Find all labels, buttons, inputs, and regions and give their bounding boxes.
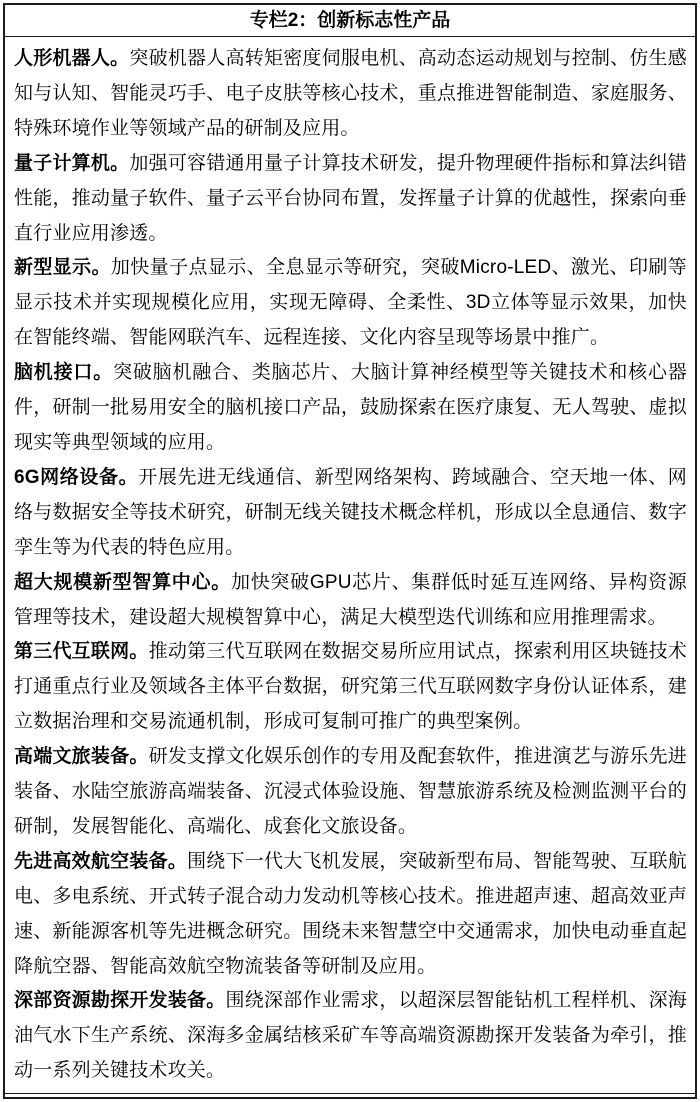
product-description: 推动第三代互联网在数据交易所应用试点，探索利用区块链技术打通重点行业及领域各主体平台数据，研究第三代互联网数字身份认证体系，建立数据治理和交易流通机制，形成可复制可推广的典型案例。 bbox=[14, 641, 687, 733]
product-description: 围绕深部作业需求，以超深层智能钻机工程样机、深海油气水下生产系统、深海多金属结核采矿车等高端资源勘探开发装备为牵引，推动一系列关键技术攻关。 bbox=[14, 990, 687, 1082]
product-description: 加快突破GPU芯片、集群低时延互连网络、异构资源管理等技术，建设超大规模智算中心，满足大模型迭代训练和应用推理需求。 bbox=[14, 571, 687, 628]
product-description: 突破脑机融合、类脑芯片、大脑计算神经模型等关键技术和核心器件，研制一批易用安全的脑机接口产品，鼓励探索在医疗康复、无人驾驶、虚拟现实等典型领域的应用。 bbox=[14, 362, 687, 453]
product-description: 围绕下一代大飞机发展，突破新型布局、智能驾驶、互联航电、多电系统、开式转子混合动力发动机等核心技术。推进超声速、超高效亚声速、新能源客机等先进概念研究。围绕未来智慧空中交通需求，加快电动垂直起降航空器、智能高效航空物流装备等研制及应用。 bbox=[14, 850, 687, 977]
product-paragraph-third-generation-internet bbox=[14, 635, 687, 740]
product-paragraph-brain-computer-interface bbox=[14, 356, 687, 461]
product-paragraph-quantum-computers bbox=[14, 147, 687, 252]
product-term: 第三代互联网。 bbox=[14, 641, 149, 663]
product-paragraph-cultural-tourism-equipment bbox=[14, 740, 687, 845]
product-term: 脑机接口。 bbox=[14, 362, 114, 384]
product-term: 先进高效航空装备。 bbox=[14, 850, 188, 872]
product-description: 加快量子点显示、全息显示等研究，突破Micro-LED、激光、印刷等显示技术并实现规模化应用，实现无障碍、全柔性、3D立体等显示效果，加快在智能终端、智能网联汽车、远程连接、文化内容呈现等场景中推广。 bbox=[14, 257, 687, 349]
product-description: 研发支撑文化娱乐创作的专用及配套软件，推进演艺与游乐先进装备、水陆空旅游高端装备、沉浸式体验设施、智慧旅游系统及检测监测平台的研制，发展智能化、高端化、成套化文旅设备。 bbox=[14, 746, 687, 837]
product-paragraph-deep-resource-exploration-equipment bbox=[14, 984, 687, 1089]
column-box bbox=[3, 3, 697, 1099]
product-description: 突破机器人高转矩密度伺服电机、高动态运动规划与控制、仿生感知与认知、智能灵巧手、电子皮肤等核心技术，重点推进智能制造、家庭服务、特殊环境作业等领域产品的研制及应用。 bbox=[14, 48, 687, 139]
product-paragraph-new-displays bbox=[14, 251, 687, 356]
product-term: 高端文旅装备。 bbox=[14, 746, 149, 768]
product-term: 人形机器人。 bbox=[14, 48, 130, 69]
product-description: 加强可容错通用量子计算技术研发，提升物理硬件指标和算法纠错性能，推动量子软件、量子云平台协同布置，发挥量子计算的优越性，探索向垂直行业应用渗透。 bbox=[14, 152, 687, 244]
product-description: 开展先进无线通信、新型网络架构、跨域融合、空天地一体、网络与数据安全等技术研究，研制无线关键技术概念样机，形成以全息通信、数字孪生等为代表的特色应用。 bbox=[14, 466, 687, 558]
box-title: 专栏2：创新标志性产品 bbox=[5, 5, 695, 37]
product-paragraph-hyperscale-computing-center bbox=[14, 566, 687, 636]
product-term: 深部资源勘探开发装备。 bbox=[14, 990, 226, 1012]
product-term: 新型显示。 bbox=[14, 257, 111, 279]
box-content bbox=[5, 37, 695, 1094]
product-paragraph-advanced-aviation-equipment bbox=[14, 845, 687, 985]
product-term: 超大规模新型智算中心。 bbox=[14, 571, 231, 593]
product-term: 6G网络设备。 bbox=[14, 466, 139, 488]
product-paragraph-6g-network-equipment bbox=[14, 461, 687, 566]
product-paragraph-humanoid-robots bbox=[14, 42, 687, 147]
product-term: 量子计算机。 bbox=[14, 152, 130, 174]
